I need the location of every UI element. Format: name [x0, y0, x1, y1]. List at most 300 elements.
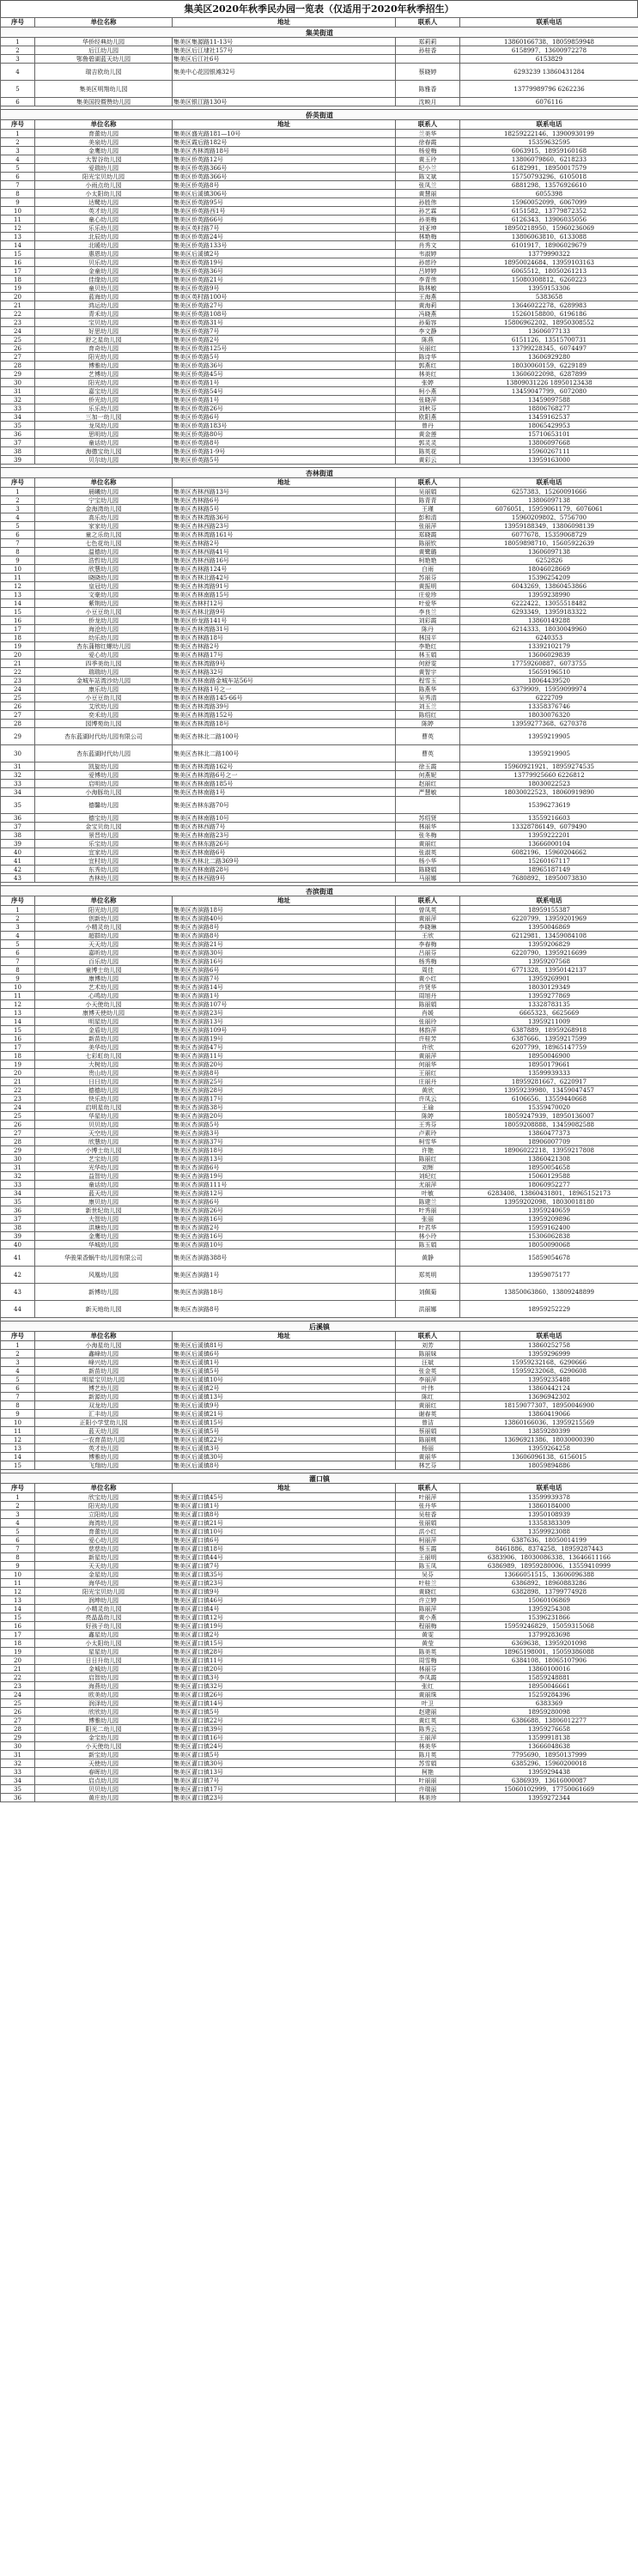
table-row: [1, 267, 638, 276]
seq-cell: 39: [1, 456, 35, 465]
address-cell: 集美区杏林湾路9号: [173, 659, 396, 668]
table-row: [1, 1367, 638, 1376]
phone-cell: 15659196510: [460, 668, 638, 677]
table-row: [1, 788, 638, 797]
seq-cell: 22: [1, 1674, 35, 1682]
seq-cell: 43: [1, 874, 35, 883]
address-cell: 集美区侨英路5号: [173, 353, 396, 361]
phone-cell: 13459162537: [460, 413, 638, 422]
seq-cell: 9: [1, 975, 35, 983]
seq-cell: 25: [1, 336, 35, 344]
column-header: 序号: [1, 896, 35, 906]
address-cell: 集美区灌口镇22号: [173, 1716, 396, 1725]
seq-cell: 25: [1, 694, 35, 702]
address-cell: 集美区集源路11-13号: [173, 38, 396, 46]
address-cell: 集美区杏林南路185号: [173, 780, 396, 788]
address-cell: 集美区灌口镇24号: [173, 1742, 396, 1751]
phone-cell: 18030076320: [460, 711, 638, 720]
address-cell: 集美区杏林湾路161号: [173, 531, 396, 539]
name-cell: 慈慈幼儿园: [35, 1545, 173, 1553]
address-cell: 集美区灌口镇35号: [173, 1571, 396, 1579]
address-cell: 集美区杏林南路28号: [173, 866, 396, 874]
address-cell: 集美区灌口镇28号: [173, 1648, 396, 1656]
address-cell: 集美区杏林湾路39号: [173, 702, 396, 711]
name-cell: 欧美幼儿园: [35, 1691, 173, 1699]
table-row: [1, 599, 638, 608]
table-row: [1, 668, 638, 677]
name-cell: 启明幼儿园: [35, 780, 173, 788]
column-header: 联系人: [396, 1332, 460, 1341]
column-header: 单位名称: [35, 18, 173, 27]
address-cell: 集美区侨英路133号: [173, 241, 396, 250]
name-cell: 金宝幼儿园: [35, 1734, 173, 1742]
seq-cell: 24: [1, 1691, 35, 1699]
contact-cell: 王秀芬: [396, 1121, 460, 1129]
name-cell: 博雅幼儿园: [35, 1716, 173, 1725]
seq-cell: 3: [1, 923, 35, 932]
phone-cell: 6222422、13055518482: [460, 599, 638, 608]
table-row: [1, 1401, 638, 1410]
address-cell: 集美区侨英路183号: [173, 422, 396, 430]
table-row: [1, 198, 638, 207]
name-cell: 新天地幼儿园: [35, 1301, 173, 1318]
phone-cell: 18159077307、18950046900: [460, 1401, 638, 1410]
table-row: [1, 207, 638, 216]
seq-cell: 18: [1, 1639, 35, 1648]
table-row: [1, 1545, 638, 1553]
contact-cell: 许瑞丽: [396, 1785, 460, 1794]
contact-cell: 彭和清: [396, 513, 460, 522]
seq-cell: 8: [1, 966, 35, 975]
table-row: [1, 591, 638, 599]
phone-cell: 15260167117: [460, 857, 638, 866]
name-cell: 创新幼儿园: [35, 914, 173, 923]
phone-cell: 6240353: [460, 634, 638, 642]
table-row: [1, 1528, 638, 1536]
table-row: [1, 1155, 638, 1163]
contact-cell: 何丽华: [396, 1060, 460, 1069]
name-cell: 瑞瑞幼儿园: [35, 668, 173, 677]
name-cell: 侨光幼儿园: [35, 396, 173, 404]
seq-cell: 33: [1, 780, 35, 788]
address-cell: 集美区灌口镇1号: [173, 1502, 396, 1510]
seq-cell: 2: [1, 46, 35, 55]
address-cell: 集美区后溪镇5号: [173, 1427, 396, 1436]
contact-cell: 蔡晓婷: [396, 64, 460, 81]
contact-cell: 陈月英: [396, 1751, 460, 1759]
name-cell: 心鸣幼儿园: [35, 992, 173, 1000]
phone-cell: 13959235488: [460, 1376, 638, 1384]
column-header: 联系人: [396, 478, 460, 488]
address-cell: 集美区杏滨路18号: [173, 1284, 396, 1301]
seq-cell: 21: [1, 1665, 35, 1674]
name-cell: 育蕾幼儿园: [35, 130, 173, 138]
phone-cell: 18030129349: [460, 983, 638, 992]
name-cell: 新世纪幼儿园: [35, 1206, 173, 1215]
seq-cell: 5: [1, 1528, 35, 1536]
contact-cell: 黄静: [396, 1249, 460, 1267]
address-cell: 集美区侨英路95号: [173, 198, 396, 207]
name-cell: 育奇幼儿园: [35, 344, 173, 353]
address-cell: 集美区杏滨路14号: [173, 983, 396, 992]
seq-cell: 22: [1, 1086, 35, 1095]
seq-cell: 9: [1, 1562, 35, 1571]
seq-cell: 36: [1, 814, 35, 823]
phone-cell: 13328786149、6079490: [460, 823, 638, 831]
phone-cell: 6106656、13559440668: [460, 1095, 638, 1103]
seq-cell: 32: [1, 1172, 35, 1181]
region-name: 杏林街道: [1, 468, 638, 478]
seq-cell: 15: [1, 1613, 35, 1622]
phone-cell: 13860149288: [460, 617, 638, 625]
address-cell: 集美区侨英路12号: [173, 155, 396, 164]
contact-cell: 苏丽芬: [396, 574, 460, 582]
table-row: [1, 1358, 638, 1367]
contact-cell: 吴桂香: [396, 1510, 460, 1519]
table-row: [1, 361, 638, 370]
name-cell: 奕禾幼儿园: [35, 711, 173, 720]
seq-cell: 20: [1, 293, 35, 301]
name-cell: 正阳小学堂幼儿园: [35, 1419, 173, 1427]
seq-cell: 41: [1, 1249, 35, 1267]
seq-cell: 23: [1, 1682, 35, 1691]
name-cell: 新苗幼儿园: [35, 1035, 173, 1043]
address-cell: 集美区侨英路125号: [173, 344, 396, 353]
table-row: [1, 1009, 638, 1018]
address-cell: 集美区杏滨路30号: [173, 949, 396, 957]
seq-cell: 7: [1, 539, 35, 548]
region-name: 后溪镇: [1, 1321, 638, 1332]
name-cell: 杏东蓝湖时代幼儿园: [35, 745, 173, 762]
contact-cell: 许凤云: [396, 1095, 460, 1103]
phone-cell: 18906007709: [460, 1138, 638, 1146]
table-row: [1, 147, 638, 155]
name-cell: 海沧幼儿园: [35, 625, 173, 634]
phone-cell: 13806063810、6133088: [460, 233, 638, 241]
phone-cell: 18030022523: [460, 780, 638, 788]
address-cell: 集美区杏林北二路369号: [173, 857, 396, 866]
table-row: [1, 173, 638, 181]
name-cell: 佳缘幼儿园: [35, 276, 173, 284]
name-cell: 青禾幼儿园: [35, 310, 173, 319]
contact-cell: 吴秀清: [396, 694, 460, 702]
address-cell: 集美区英村路7号: [173, 224, 396, 233]
contact-cell: 李春梅: [396, 940, 460, 949]
name-cell: 宜家幼儿园: [35, 848, 173, 857]
address-cell: 集美区杏滨路6号: [173, 1198, 396, 1206]
contact-cell: 柯小燕: [396, 387, 460, 396]
table-row: [1, 966, 638, 975]
name-cell: 立阳幼儿园: [35, 1510, 173, 1519]
name-cell: 贝乐幼儿园: [35, 258, 173, 267]
seq-cell: 34: [1, 788, 35, 797]
name-cell: 英才幼儿园: [35, 207, 173, 216]
contact-cell: 庄爱珍: [396, 591, 460, 599]
seq-cell: 3: [1, 1510, 35, 1519]
name-cell: 阳光幼儿园: [35, 1502, 173, 1510]
table-row: [1, 276, 638, 284]
column-header: 地址: [173, 478, 396, 488]
name-cell: 德馨幼儿园: [35, 797, 173, 814]
address-cell: 集美区杏林路124号: [173, 565, 396, 574]
phone-cell: 13959219905: [460, 745, 638, 762]
seq-cell: 27: [1, 1129, 35, 1138]
table-row: [1, 1249, 638, 1267]
name-cell: 德德幼儿园: [35, 1086, 173, 1095]
table-row: [1, 823, 638, 831]
phone-cell: 6077678、15359068729: [460, 531, 638, 539]
contact-cell: 许贤华: [396, 983, 460, 992]
name-cell: 北暖幼儿园: [35, 241, 173, 250]
table-row: [1, 728, 638, 745]
table-row: [1, 1708, 638, 1716]
table-row: [1, 1121, 638, 1129]
name-cell: 康贝幼儿园: [35, 1198, 173, 1206]
address-cell: 集美区后溪镇13号: [173, 1393, 396, 1401]
name-cell: 新源幼儿园: [35, 1393, 173, 1401]
name-cell: 阳光宝贝幼儿园: [35, 173, 173, 181]
table-row: [1, 505, 638, 513]
seq-cell: 3: [1, 55, 35, 64]
phone-cell: 15750793296、6105018: [460, 173, 638, 181]
table-header-row: [1, 1332, 638, 1341]
address-cell: 集美区杏滨路26号: [173, 1206, 396, 1215]
address-cell: 集美区杏林南路145-66号: [173, 694, 396, 702]
seq-cell: 13: [1, 1444, 35, 1453]
table-row: [1, 1571, 638, 1579]
seq-cell: 10: [1, 207, 35, 216]
name-cell: 金童幼儿园: [35, 267, 173, 276]
phone-cell: 15859054678: [460, 1249, 638, 1267]
seq-cell: 14: [1, 1453, 35, 1461]
seq-cell: 28: [1, 720, 35, 728]
contact-cell: 尤丽萍: [396, 1181, 460, 1189]
name-cell: 宜村幼儿园: [35, 857, 173, 866]
phone-cell: 18950046900: [460, 1052, 638, 1060]
table-row: [1, 439, 638, 447]
seq-cell: 4: [1, 1367, 35, 1376]
phone-cell: 13959264258: [460, 1444, 638, 1453]
table-row: [1, 1631, 638, 1639]
address-cell: 集美区灌口镇9号: [173, 1588, 396, 1596]
address-cell: 集美区灌口镇30号: [173, 1759, 396, 1768]
address-cell: 集美区杏滨路20号: [173, 1112, 396, 1121]
table-row: [1, 1393, 638, 1401]
name-cell: 明星幼儿园: [35, 1018, 173, 1026]
name-cell: 金宝贝幼儿园: [35, 823, 173, 831]
phone-cell: 6382898、13799774928: [460, 1588, 638, 1596]
phone-cell: 15396273619: [460, 797, 638, 814]
address-cell: 集美区杏林北路42号: [173, 574, 396, 582]
name-cell: 晓晓幼儿园: [35, 574, 173, 582]
table-row: [1, 1536, 638, 1545]
seq-cell: 16: [1, 617, 35, 625]
phone-cell: 18950024684、13959103163: [460, 258, 638, 267]
address-cell: 集美区后溪镇9号: [173, 1401, 396, 1410]
region-name: 杏滨街道: [1, 886, 638, 896]
table-row: [1, 1232, 638, 1241]
name-cell: 阳光幼儿园: [35, 906, 173, 914]
contact-cell: 郭灵灵: [396, 439, 460, 447]
phone-cell: 18030060159、6229189: [460, 361, 638, 370]
table-row: [1, 513, 638, 522]
seq-cell: 14: [1, 241, 35, 250]
contact-cell: 刘秋芬: [396, 404, 460, 413]
name-cell: 乐乐幼儿园: [35, 404, 173, 413]
name-cell: 阳光幼儿园: [35, 353, 173, 361]
name-cell: 嘉昕幼儿园: [35, 949, 173, 957]
name-cell: 爱心幼儿园: [35, 651, 173, 659]
name-cell: 新博幼儿园: [35, 1284, 173, 1301]
table-row: [1, 1777, 638, 1785]
seq-cell: 1: [1, 1493, 35, 1502]
phone-cell: 13959239980、13459047457: [460, 1086, 638, 1095]
table-row: [1, 659, 638, 668]
contact-cell: 张丽萍: [396, 522, 460, 531]
table-row: [1, 1794, 638, 1802]
contact-cell: 洪小红: [396, 1528, 460, 1536]
address-cell: 集美区灌口镇13号: [173, 1768, 396, 1777]
phone-cell: 15959232068、6290608: [460, 1367, 638, 1376]
address-cell: 集美区杏林路2号: [173, 642, 396, 651]
contact-cell: 苏雪娟: [396, 1759, 460, 1768]
phone-cell: 18906022218、13959217808: [460, 1146, 638, 1155]
phone-cell: 13559216603: [460, 814, 638, 823]
name-cell: 汇丰幼儿园: [35, 1410, 173, 1419]
address-cell: 集美区杏滨路2号: [173, 1224, 396, 1232]
phone-cell: 13950108939: [460, 1510, 638, 1519]
address-cell: 集美区杏滨路6号: [173, 966, 396, 975]
name-cell: 海德宝幼儿园: [35, 447, 173, 456]
seq-cell: 23: [1, 1095, 35, 1103]
phone-cell: 13860419066: [460, 1410, 638, 1419]
table-row: [1, 1172, 638, 1181]
phone-cell: 6386989、18959280006、13559410999: [460, 1562, 638, 1571]
contact-cell: 洪丽娜: [396, 1301, 460, 1318]
column-header: 序号: [1, 1484, 35, 1493]
address-cell: 集美区霞后路182号: [173, 138, 396, 147]
name-cell: 高乐幼儿园: [35, 513, 173, 522]
phone-cell: 13779990322: [460, 250, 638, 258]
contact-cell: 林丽芬: [396, 1665, 460, 1674]
seq-cell: 19: [1, 1060, 35, 1069]
table-row: [1, 81, 638, 98]
column-header: 地址: [173, 120, 396, 130]
contact-cell: 陈诗华: [396, 353, 460, 361]
address-cell: 集美区杏滨路109号: [173, 1026, 396, 1035]
address-cell: 集美中心花园银滩32号: [173, 64, 396, 81]
table-row: [1, 1018, 638, 1026]
column-header: 序号: [1, 1332, 35, 1341]
column-header: 联系电话: [460, 1332, 638, 1341]
table-row: [1, 1734, 638, 1742]
name-cell: 金星幼儿园: [35, 1571, 173, 1579]
contact-cell: 黄欣: [396, 1086, 460, 1095]
phone-cell: 15959246829、15059315068: [460, 1622, 638, 1631]
name-cell: 启点幼儿园: [35, 1777, 173, 1785]
name-cell: 金鹰幼儿园: [35, 1232, 173, 1241]
address-cell: 集美区侨英路66号: [173, 216, 396, 224]
phone-cell: 13779925660 6226812: [460, 771, 638, 780]
name-cell: 日日幼儿园: [35, 1078, 173, 1086]
name-cell: 鑫峰幼儿园: [35, 1350, 173, 1358]
table-row: [1, 1043, 638, 1052]
phone-cell: 18060952277: [460, 1181, 638, 1189]
address-cell: 集美区侨英路54号: [173, 387, 396, 396]
phone-cell: 15959162400: [460, 1224, 638, 1232]
seq-cell: 13: [1, 1596, 35, 1605]
seq-cell: 13: [1, 233, 35, 241]
table-row: [1, 975, 638, 983]
seq-cell: 20: [1, 1656, 35, 1665]
table-row: [1, 634, 638, 642]
contact-cell: 何燕妮: [396, 771, 460, 780]
name-cell: 超群幼儿园: [35, 932, 173, 940]
table-row: [1, 1785, 638, 1794]
phone-cell: 13950046869: [460, 923, 638, 932]
name-cell: 东秀幼儿园: [35, 866, 173, 874]
contact-cell: 肖秀文: [396, 241, 460, 250]
column-header: 联系人: [396, 896, 460, 906]
seq-cell: 2: [1, 914, 35, 923]
seq-cell: 32: [1, 771, 35, 780]
phone-cell: 15960267111: [460, 447, 638, 456]
table-row: [1, 1241, 638, 1249]
name-cell: 达鹭幼儿园: [35, 198, 173, 207]
table-row: [1, 771, 638, 780]
phone-cell: 13860421308: [460, 1155, 638, 1163]
phone-cell: 6665323、6625669: [460, 1009, 638, 1018]
phone-cell: 13696921386、18030000390: [460, 1436, 638, 1444]
contact-cell: 许立婷: [396, 1596, 460, 1605]
table-row: [1, 642, 638, 651]
table-row: [1, 1410, 638, 1419]
phone-cell: 6214333、18030049960: [460, 625, 638, 634]
phone-cell: 18059208888、13459082588: [460, 1121, 638, 1129]
table-row: [1, 677, 638, 685]
name-cell: 天天幼儿园: [35, 940, 173, 949]
name-cell: 金海湾幼儿园: [35, 505, 173, 513]
address-cell: 集美区盛光路181—10号: [173, 130, 396, 138]
table-row: [1, 1267, 638, 1284]
contact-cell: 林艳梅: [396, 233, 460, 241]
seq-cell: 3: [1, 1358, 35, 1367]
seq-cell: 19: [1, 1648, 35, 1656]
seq-cell: 21: [1, 301, 35, 310]
phone-cell: 13959222201: [460, 831, 638, 840]
table-row: [1, 233, 638, 241]
address-cell: 集美区灌口镇23号: [173, 1794, 396, 1802]
address-cell: 集美区杏滨路28号: [173, 1086, 396, 1095]
table-header-row: [1, 478, 638, 488]
name-cell: 博雅幼儿园: [35, 1453, 173, 1461]
table-row: [1, 711, 638, 720]
table-row: [1, 1579, 638, 1588]
address-cell: 集美区后溪镇2号: [173, 250, 396, 258]
contact-cell: 黄金莲: [396, 430, 460, 439]
contact-cell: 黄鹭璐: [396, 548, 460, 556]
table-row: [1, 866, 638, 874]
seq-cell: 14: [1, 599, 35, 608]
address-cell: 集美区侨英路1-9号: [173, 447, 396, 456]
address-cell: 集美区灌口镇18号: [173, 1545, 396, 1553]
phone-cell: 18059898710、15605922639: [460, 539, 638, 548]
contact-cell: 吴芬: [396, 1571, 460, 1579]
contact-cell: 孙桂香: [396, 46, 460, 55]
address-cell: 集美区杏滨路10号: [173, 1241, 396, 1249]
address-cell: 集美区灌口镇17号: [173, 1785, 396, 1794]
name-cell: 思明幼儿园: [35, 430, 173, 439]
